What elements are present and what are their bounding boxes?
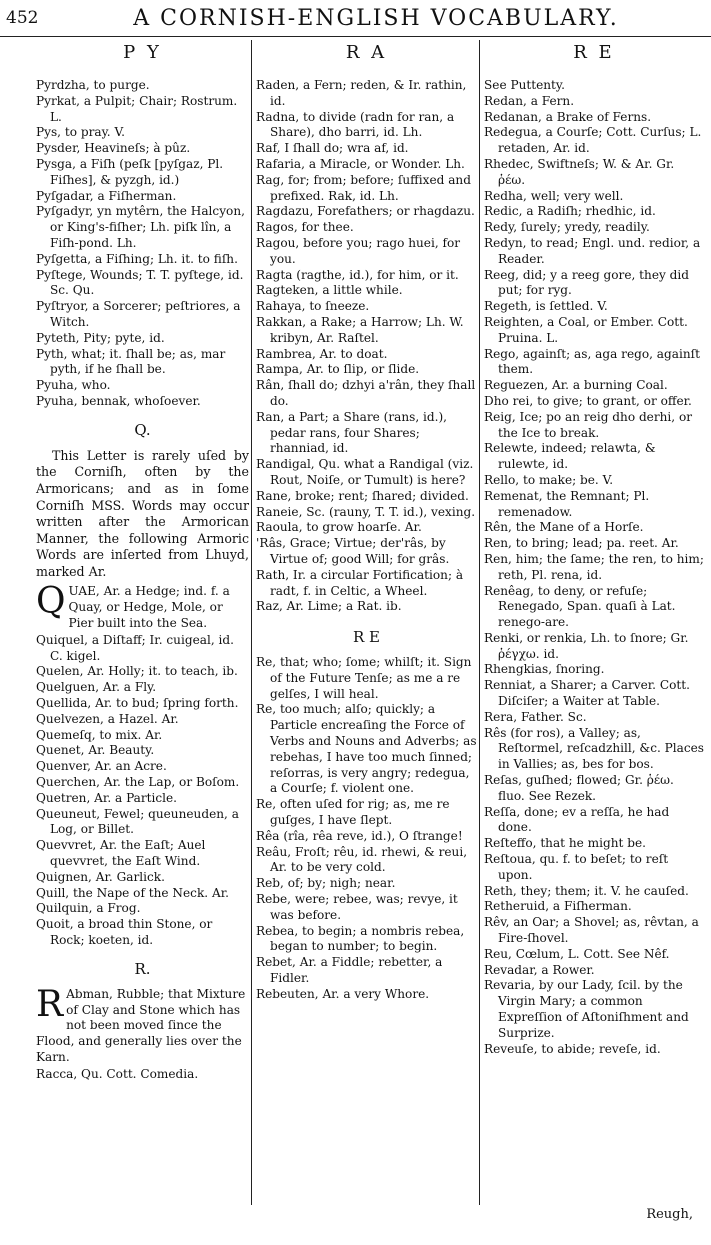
dictionary-entry: Queuneut, Fewel; queuneuden, a Log, or Billet. (36, 806, 239, 837)
page-title: A CORNISH-ENGLISH VOCABULARY. (133, 6, 619, 31)
entry-list-r (36, 1067, 249, 1083)
dictionary-entry: Pyſtryor, a Sorcerer; peſtriores, a Witch. (36, 299, 241, 329)
entry-rabman-text: Abman, Rubble; that Mixture of Clay and Stone which has not been moved ſince the Flood, and generally lies over the Karn. (36, 986, 246, 1064)
entry-rabman (36, 983, 249, 1066)
dictionary-entry: Quiquel, a Diſtaff; Ir. cuigeal, id. C. kigel. (36, 632, 234, 663)
dictionary-entry: Ragos, for thee. (256, 220, 354, 235)
dictionary-entry: Pyuha, bennak, whoſoever. (36, 393, 201, 408)
dictionary-entry: Rakkan, a Rake; a Harrow; Lh. W. kribyn, Ar. Raſtel. (256, 314, 464, 345)
drop-cap-r: R (36, 983, 64, 1025)
section-heading-re: R E (352, 628, 380, 647)
column-re (484, 40, 704, 1057)
dictionary-entry: Quenver, Ar. an Acre. (36, 759, 167, 774)
dictionary-entry: Pyuha, who. (36, 378, 111, 393)
dictionary-entry: 'Râs, Grace; Virtue; der'râs, by Virtue of; good Will; for grâs. (256, 536, 450, 566)
dictionary-entry: Redyn, to read; Engl. und. redior, a Reader. (484, 235, 701, 266)
dictionary-entry: Rhedec, Swiftneſs; W. & Ar. Gr. ῥέω. (484, 156, 675, 187)
column-header-re: R E (573, 42, 615, 63)
dictionary-entry: Pyrdzha, to purge. (36, 78, 150, 92)
entry-list-q (36, 633, 249, 949)
dictionary-entry: Pys, to pray. V. (36, 125, 125, 140)
dictionary-entry: Revaria, by our Lady, ſcil. by the Virgin Mary; a common Expreſſion of Aſtoniſhment and Surprize. (484, 978, 689, 1040)
dictionary-entry: Reguezen, Ar. a burning Coal. (484, 378, 668, 393)
dictionary-entry: Quelen, Ar. Holly; it. to teach, ib. (36, 664, 238, 679)
dictionary-entry: Raneie, Sc. (rauny, T. T. id.), vexing. (256, 504, 476, 519)
section-heading-q: Q. (134, 420, 151, 439)
dictionary-entry: Rahaya, to ſneeze. (256, 299, 370, 314)
dictionary-entry: Retheruid, a Fiſherman. (484, 899, 632, 914)
dictionary-entry: Remenat, the Remnant; Pl. remenadow. (484, 488, 650, 519)
column-py (36, 40, 249, 1083)
dictionary-entry: Pyteth, Pity; pyte, id. (36, 330, 165, 345)
dictionary-entry: Ran, a Part; a Share (rans, id.), pedar rans, four Shares; rhanniad, id. (256, 409, 448, 456)
dictionary-entry: Reu, Cœlum, L. Cott. See Nêf. (484, 946, 670, 961)
entry-quae (36, 581, 249, 631)
dictionary-entry: Rân, ſhall do; dzhyi a'rân, they ſhall do. (256, 378, 476, 408)
dictionary-entry: Pysga, a Fiſh (peſk [pyſgaz, Pl. Fiſhes], & pyzgh, id.) (36, 156, 224, 187)
entry-list-ra (256, 78, 477, 615)
dictionary-entry: Rera, Father. Sc. (484, 709, 587, 724)
dictionary-entry: Renêag, to deny, or refuſe; Renegado, Span. quaſi à Lat. renego-are. (484, 583, 676, 630)
dictionary-entry: Re, that; who; ſome; whilſt; it. Sign of the Future Tenſe; as me a re gelſes, I will heal. (256, 655, 472, 701)
dictionary-entry: Reth, they; them; it. V. he cauſed. (484, 883, 689, 898)
dictionary-entry: Rag, for; from; before; ſuffixed and prefixed. Rak, id. Lh. (256, 172, 471, 203)
dictionary-entry: Quelguen, Ar. a Fly. (36, 680, 157, 695)
dictionary-entry: See Puttenty. (484, 78, 565, 92)
dictionary-entry: Pyth, what; it. ſhall be; as, mar pyth, if he ſhall be. (36, 346, 226, 377)
drop-cap-q: Q (36, 581, 66, 623)
dictionary-entry: Rampa, Ar. to ſlip, or ſlide. (256, 362, 420, 377)
dictionary-entry: Raden, a Fern; reden, & Ir. rathin, id. (256, 78, 467, 108)
section-heading-r: R. (134, 959, 151, 978)
dictionary-entry: Quignen, Ar. Garlick. (36, 869, 165, 884)
dictionary-entry: Ragou, before you; rago huei, for you. (256, 235, 461, 266)
entry-list-re (256, 655, 477, 1003)
dictionary-entry: Reâu, Froſt; rêu, id. rhewi, & reui, Ar. to be very cold. (256, 844, 468, 875)
dictionary-entry: Dho rei, to give; to grant, or offer. (484, 393, 692, 408)
section-q-intro: This Letter is rarely uſed by the Corniſh, often by the Armoricans; and as in ſome Corniſh MSS. Words may occur written after the Armorican Manner, the following Armoric Words are inſerted from Lhuyd, marked Ar. (36, 447, 249, 579)
dictionary-entry: Quilquin, a Frog. (36, 901, 141, 916)
dictionary-entry: Pyſgadar, a Fiſherman. (36, 188, 177, 203)
dictionary-entry: Pyſgadyr, yn mytêrn, the Halcyon, or King's-fiſher; Lh. piſk lîn, a Fiſh-pond. Lh. (36, 204, 245, 250)
dictionary-entry: Ragta (ragthe, id.), for him, or it. (256, 267, 459, 282)
dictionary-entry: Rêa (rîa, rêa reve, id.), O ſtrange! (256, 828, 463, 843)
dictionary-entry: Renniat, a Sharer; a Carver. Cott. Diſciſer; a Waiter at Table. (484, 678, 690, 709)
dictionary-entry: Reſſa, done; ev a reſſa, he had done. (484, 804, 670, 835)
dictionary-entry: Rês (for ros), a Valley; as, Reſtormel, reſcadzhill, &c. Places in Vallies; as, bes for bos. (484, 725, 705, 772)
dictionary-entry: Raoula, to grow hoarſe. Ar. (256, 520, 422, 535)
dictionary-entry: Re, often uſed for rig; as, me re guſges, I have ſlept. (256, 797, 450, 828)
dictionary-entry: Reſas, guſhed; flowed; Gr. ῥέω. fluo. See Rezek. (484, 773, 674, 803)
dictionary-entry: Rêv, an Oar; a Shovel; as, rêvtan, a Fire-ſhovel. (484, 915, 699, 946)
dictionary-entry: Reveuſe, to abide; reveſe, id. (484, 1041, 661, 1056)
dictionary-entry: Regeth, is ſettled. V. (484, 299, 608, 314)
dictionary-entry: Radna, to divide (radn for ran, a Share), dho barri, id. Lh. (256, 109, 455, 140)
dictionary-entry: Redan, a Fern. (484, 93, 575, 108)
dictionary-entry: Reeg, did; y a reeg gore, they did put; for ryg. (484, 267, 690, 298)
dictionary-entry: Rebe, were; rebee, was; revye, it was before. (256, 892, 458, 922)
dictionary-entry: Pyſtege, Wounds; T. T. pyſtege, id. Sc. Qu. (36, 267, 244, 298)
dictionary-entry: Quemeſq, to mix. Ar. (36, 727, 163, 742)
page-number: 452 (6, 8, 39, 28)
dictionary-entry: Relewte, indeed; relawta, & rulewte, id. (484, 441, 656, 472)
dictionary-entry: Redy, ſurely; yredy, readily. (484, 220, 650, 235)
dictionary-entry: Quevvret, Ar. the Eaſt; Auel quevvret, the Eaſt Wind. (36, 838, 206, 869)
dictionary-entry: Quetren, Ar. a Particle. (36, 790, 178, 805)
dictionary-entry: Rebeuten, Ar. a very Whore. (256, 986, 430, 1001)
entry-list-re-continued (484, 78, 704, 1057)
dictionary-entry: Querchen, Ar. the Lap, or Boſom. (36, 775, 240, 790)
dictionary-entry: Reighten, a Coal, or Ember. Cott. Pruina. L. (484, 314, 688, 345)
dictionary-entry: Pysder, Heavineſs; à pûz. (36, 141, 191, 156)
dictionary-entry: Renki, or renkia, Lh. to ſnore; Gr. ῥέγχω. id. (484, 630, 689, 661)
column-ra (256, 40, 477, 1003)
dictionary-entry: Raz, Ar. Lime; a Rat. ib. (256, 599, 402, 614)
dictionary-entry: Quenet, Ar. Beauty. (36, 743, 155, 758)
dictionary-entry: Rafaria, a Miracle, or Wonder. Lh. (256, 156, 465, 171)
dictionary-entry: Pyſgetta, a Fiſhing; Lh. it. to fiſh. (36, 251, 238, 266)
dictionary-entry: Randigal, Qu. what a Randigal (viz. Rout, Noiſe, or Tumult) is here? (256, 457, 474, 487)
column-divider-left (251, 40, 252, 1205)
dictionary-entry: Ragteken, a little while. (256, 283, 403, 298)
dictionary-entry: Ragdazu, Forefathers; or rhagdazu. (256, 204, 475, 219)
dictionary-entry: Rego, againſt; as, aga rego, againſt them. (484, 346, 700, 377)
dictionary-entry: Ren, to bring; lead; pa. reet. Ar. (484, 536, 679, 551)
dictionary-entry: Rên, the Mane of a Horſe. (484, 520, 644, 535)
dictionary-entry: Rambrea, Ar. to doat. (256, 346, 388, 361)
dictionary-entry: Revadar, a Rower. (484, 962, 595, 977)
dictionary-entry: Rane, broke; rent; ſhared; divided. (256, 488, 469, 503)
dictionary-entry: Racca, Qu. Cott. Comedia. (36, 1066, 199, 1081)
dictionary-entry: Redegua, a Courſe; Cott. Curſus; L. retaden, Ar. id. (484, 125, 702, 156)
dictionary-entry: Rhengkias, ſnoring. (484, 662, 605, 677)
dictionary-entry: Reſtoua, qu. f. to beſet; to reſt upon. (484, 852, 669, 882)
catchword: Reugh, (646, 1207, 693, 1222)
dictionary-entry: Quelvezen, a Hazel. Ar. (36, 711, 179, 726)
dictionary-entry: Rath, Ir. a circular Fortification; à radt, f. in Celtic, a Wheel. (256, 567, 464, 598)
dictionary-entry: Redic, a Radiſh; rhedhic, id. (484, 204, 656, 219)
dictionary-entry: Quoit, a broad thin Stone, or Rock; koeten, id. (36, 917, 213, 948)
column-header-py: P Y (123, 42, 162, 63)
dictionary-entry: Reſteffo, that he might be. (484, 836, 646, 851)
dictionary-entry: Rebet, Ar. a Fiddle; rebetter, a Fidler. (256, 955, 443, 986)
dictionary-entry: Redanan, a Brake of Ferns. (484, 109, 652, 124)
dictionary-entry: Reb, of; by; nigh; near. (256, 876, 396, 891)
entry-quae-text: UAE, Ar. a Hedge; ind. f. a Quay, or Hedge, Mole, or Pier built into the Sea. (68, 584, 230, 631)
column-divider-right (479, 40, 480, 1205)
dictionary-entry: Reig, Ice; po an reig dho derhi, or the Ice to break. (484, 409, 693, 440)
header-rule (0, 36, 711, 37)
dictionary-entry: Re, too much; alſo; quickly; a Particle encreaſing the Force of Verbs and Nouns and Adverbs; as rebehas, I have too much ſinned; reſorras, is very angry; redegua, a Courſe; f. violent one. (256, 702, 477, 796)
dictionary-entry: Quill, the Nape of the Neck. Ar. (36, 885, 229, 900)
dictionary-entry: Quellida, Ar. to bud; ſpring forth. (36, 696, 239, 711)
column-header-ra: R A (345, 42, 388, 63)
dictionary-entry: Rello, to make; be. V. (484, 472, 614, 487)
dictionary-entry: Rebea, to begin; a nombris rebea, began to number; to begin. (256, 923, 465, 954)
dictionary-entry: Pyrkat, a Pulpit; Chair; Rostrum. L. (36, 93, 238, 124)
entry-list-py (36, 78, 249, 410)
dictionary-entry: Ren, him; the ſame; the ren, to him; reth, Pl. rena, id. (484, 551, 704, 582)
dictionary-entry: Redha, well; very well. (484, 188, 624, 203)
dictionary-entry: Raf, I ſhall do; wra af, id. (256, 141, 409, 156)
